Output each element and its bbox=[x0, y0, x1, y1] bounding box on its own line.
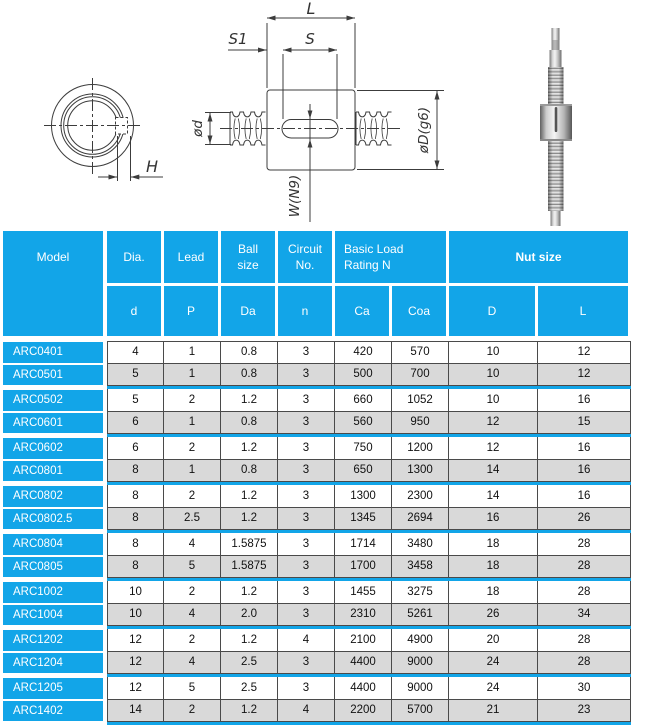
spec-cell: 0.8 bbox=[221, 341, 278, 364]
subheader-da bbox=[221, 286, 278, 336]
spec-cell: 2 bbox=[164, 485, 221, 508]
spec-cell: 18 bbox=[449, 581, 538, 604]
spec-cell: 1 bbox=[164, 412, 221, 435]
spec-cell: 3 bbox=[278, 533, 335, 556]
subheader-ca bbox=[335, 286, 392, 336]
spec-cell: 30 bbox=[538, 677, 631, 700]
spec-cell: 1700 bbox=[335, 556, 392, 579]
subheader-ca-label: Ca bbox=[354, 303, 370, 318]
spec-cell: 6 bbox=[107, 437, 164, 460]
photo-keyway-slot bbox=[555, 107, 558, 132]
spec-cell: 20 bbox=[449, 629, 538, 652]
spec-cell: 3 bbox=[278, 556, 335, 579]
spec-cell: 3 bbox=[278, 581, 335, 604]
nut-side-view bbox=[190, 0, 444, 222]
model-cell: ARC0401 bbox=[3, 342, 103, 363]
spec-cell: 1300 bbox=[392, 460, 449, 483]
spec-cell: 1.2 bbox=[221, 508, 278, 531]
spec-cell: 3 bbox=[278, 341, 335, 364]
spec-cell: 3 bbox=[278, 508, 335, 531]
spec-cell: 1.2 bbox=[221, 581, 278, 604]
spec-cell: 1714 bbox=[335, 533, 392, 556]
spec-cell: 4 bbox=[164, 652, 221, 675]
model-cell: ARC1002 bbox=[3, 582, 103, 603]
spec-cell: 15 bbox=[538, 412, 631, 435]
spec-cell: 24 bbox=[449, 652, 538, 675]
spec-cell: 23 bbox=[538, 700, 631, 723]
spec-cell: 0.8 bbox=[221, 412, 278, 435]
spec-cell: 16 bbox=[538, 460, 631, 483]
model-cell: ARC1004 bbox=[3, 605, 103, 626]
spec-cell: 660 bbox=[335, 389, 392, 412]
spec-cell: 2300 bbox=[392, 485, 449, 508]
model-cell: ARC0802 bbox=[3, 486, 103, 507]
spec-cell: 12 bbox=[107, 652, 164, 675]
spec-cell: 16 bbox=[538, 437, 631, 460]
subheader-nut-l bbox=[538, 286, 631, 336]
spec-cell: 2 bbox=[164, 389, 221, 412]
header-lead-label: Lead bbox=[177, 249, 205, 264]
spec-cell: 12 bbox=[538, 341, 631, 364]
spec-cell: 4 bbox=[107, 341, 164, 364]
spec-cell: 5 bbox=[164, 556, 221, 579]
spec-cell: 4 bbox=[278, 629, 335, 652]
dim-label-s1: S1 bbox=[228, 30, 248, 48]
spec-cell: 2310 bbox=[335, 604, 392, 627]
spec-cell: 21 bbox=[449, 700, 538, 723]
spec-cell: 500 bbox=[335, 364, 392, 387]
spec-cell: 8 bbox=[107, 533, 164, 556]
subheader-n bbox=[278, 286, 335, 336]
spec-cell: 2 bbox=[164, 700, 221, 723]
spec-cell: 3 bbox=[278, 604, 335, 627]
spec-cell: 5 bbox=[107, 364, 164, 387]
spec-cell: 24 bbox=[449, 677, 538, 700]
header-model bbox=[3, 231, 103, 336]
header-model-label: Model bbox=[36, 250, 70, 264]
spec-cell: 3480 bbox=[392, 533, 449, 556]
spec-table-body bbox=[3, 341, 631, 725]
spec-cell: 16 bbox=[538, 389, 631, 412]
header-basic-load bbox=[335, 231, 449, 283]
spec-cell: 12 bbox=[449, 437, 538, 460]
dim-label-screw-dia: ød bbox=[190, 120, 206, 137]
dim-label-h: H bbox=[145, 157, 159, 176]
spec-cell: 4400 bbox=[335, 677, 392, 700]
spec-cell: 4400 bbox=[335, 652, 392, 675]
subheader-n-label: n bbox=[301, 303, 309, 318]
spec-cell: 1.2 bbox=[221, 437, 278, 460]
spec-cell: 4 bbox=[278, 700, 335, 723]
spec-cell: 650 bbox=[335, 460, 392, 483]
spec-cell: 9000 bbox=[392, 677, 449, 700]
spec-cell: 3275 bbox=[392, 581, 449, 604]
header-nut-size-label: Nut size bbox=[515, 249, 562, 264]
spec-cell: 28 bbox=[538, 556, 631, 579]
spec-cell: 3 bbox=[278, 677, 335, 700]
spec-cell: 1.5875 bbox=[221, 556, 278, 579]
spec-cell: 26 bbox=[538, 508, 631, 531]
spec-cell: 1200 bbox=[392, 437, 449, 460]
spec-cell: 10 bbox=[107, 604, 164, 627]
spec-cell: 1052 bbox=[392, 389, 449, 412]
header-ball-size bbox=[221, 231, 278, 283]
header-circuit-line1: Circuit bbox=[287, 241, 322, 256]
spec-cell: 1345 bbox=[335, 508, 392, 531]
spec-cell: 5261 bbox=[392, 604, 449, 627]
spec-cell: 34 bbox=[538, 604, 631, 627]
spec-cell: 1300 bbox=[335, 485, 392, 508]
spec-cell: 18 bbox=[449, 556, 538, 579]
spec-cell: 14 bbox=[449, 460, 538, 483]
dim-label-nut-dia: øD(g6) bbox=[416, 106, 432, 154]
header-ball-size-line2: size bbox=[237, 258, 259, 272]
header-ball-size-line1: Ball bbox=[237, 241, 258, 256]
spec-cell: 2.0 bbox=[221, 604, 278, 627]
spec-cell: 560 bbox=[335, 412, 392, 435]
spec-cell: 2 bbox=[164, 437, 221, 460]
spec-cell: 3 bbox=[278, 437, 335, 460]
dim-label-keyway-width: W(N9) bbox=[287, 174, 303, 218]
spec-cell: 420 bbox=[335, 341, 392, 364]
header-basic-load-line1: Basic Load bbox=[344, 241, 404, 256]
subheader-nut-l-label: L bbox=[579, 303, 587, 318]
spec-cell: 9000 bbox=[392, 652, 449, 675]
spec-cell: 1 bbox=[164, 341, 221, 364]
spec-cell: 1.2 bbox=[221, 629, 278, 652]
spec-cell: 16 bbox=[538, 485, 631, 508]
spec-cell: 4 bbox=[164, 604, 221, 627]
spec-cell: 2.5 bbox=[221, 677, 278, 700]
spec-cell: 1.2 bbox=[221, 389, 278, 412]
spec-cell: 10 bbox=[449, 364, 538, 387]
spec-cell: 28 bbox=[538, 533, 631, 556]
spec-cell: 0.8 bbox=[221, 460, 278, 483]
spec-cell: 12 bbox=[107, 677, 164, 700]
spec-cell: 1.5875 bbox=[221, 533, 278, 556]
subheader-d-label: d bbox=[130, 303, 138, 318]
spec-cell: 8 bbox=[107, 508, 164, 531]
spec-cell: 750 bbox=[335, 437, 392, 460]
spec-cell: 28 bbox=[538, 652, 631, 675]
spec-cell: 2.5 bbox=[221, 652, 278, 675]
spec-cell: 2100 bbox=[335, 629, 392, 652]
spec-cell: 5 bbox=[107, 389, 164, 412]
spec-cell: 2200 bbox=[335, 700, 392, 723]
spec-cell: 700 bbox=[392, 364, 449, 387]
subheader-da-label: Da bbox=[240, 303, 256, 318]
dim-label-l: L bbox=[306, 0, 316, 18]
spec-cell: 4900 bbox=[392, 629, 449, 652]
model-cell: ARC0602 bbox=[3, 438, 103, 459]
spec-cell: 570 bbox=[392, 341, 449, 364]
spec-cell: 8 bbox=[107, 460, 164, 483]
spec-cell: 14 bbox=[449, 485, 538, 508]
model-cell: ARC0501 bbox=[3, 365, 103, 386]
spec-cell: 12 bbox=[449, 412, 538, 435]
dim-label-s: S bbox=[305, 30, 315, 48]
model-cell: ARC1205 bbox=[3, 678, 103, 699]
subheader-nut-d-label: D bbox=[487, 303, 497, 318]
model-cell: ARC1202 bbox=[3, 630, 103, 651]
spec-cell: 3 bbox=[278, 412, 335, 435]
spec-cell: 12 bbox=[107, 629, 164, 652]
model-cell: ARC0801 bbox=[3, 461, 103, 482]
header-lead bbox=[164, 231, 221, 283]
subheader-p-label: P bbox=[186, 303, 195, 318]
spec-cell: 3 bbox=[278, 460, 335, 483]
nut-front-view bbox=[44, 78, 163, 181]
spec-cell: 2694 bbox=[392, 508, 449, 531]
spec-cell: 10 bbox=[449, 341, 538, 364]
drawing-area bbox=[0, 0, 648, 231]
model-cell: ARC0804 bbox=[3, 534, 103, 555]
subheader-coa bbox=[392, 286, 449, 336]
spec-cell: 2.5 bbox=[164, 508, 221, 531]
technical-drawing bbox=[0, 0, 648, 231]
model-cell: ARC1402 bbox=[3, 701, 103, 722]
spec-cell: 0.8 bbox=[221, 364, 278, 387]
header-nut-size bbox=[449, 231, 631, 283]
spec-cell: 3 bbox=[278, 389, 335, 412]
spec-cell: 3 bbox=[278, 364, 335, 387]
spec-cell: 1.2 bbox=[221, 485, 278, 508]
model-cell: ARC0601 bbox=[3, 413, 103, 434]
spec-cell: 28 bbox=[538, 581, 631, 604]
spec-cell: 10 bbox=[449, 389, 538, 412]
model-cell: ARC0502 bbox=[3, 390, 103, 411]
row-separator bbox=[107, 722, 631, 725]
model-cell: ARC0802.5 bbox=[3, 509, 103, 530]
spec-cell: 1 bbox=[164, 460, 221, 483]
spec-cell: 1.2 bbox=[221, 700, 278, 723]
header-basic-load-line2: Rating N bbox=[344, 258, 391, 272]
spec-cell: 8 bbox=[107, 485, 164, 508]
header-circuit-line2: No. bbox=[295, 258, 315, 272]
spec-cell: 2 bbox=[164, 629, 221, 652]
spec-cell: 8 bbox=[107, 556, 164, 579]
subheader-coa-label: Coa bbox=[407, 303, 430, 318]
spec-cell: 950 bbox=[392, 412, 449, 435]
header-dia-label: Dia. bbox=[123, 249, 145, 264]
spec-cell: 14 bbox=[107, 700, 164, 723]
spec-cell: 26 bbox=[449, 604, 538, 627]
subheader-d bbox=[107, 286, 164, 336]
spec-cell: 4 bbox=[164, 533, 221, 556]
spec-cell: 3 bbox=[278, 485, 335, 508]
spec-cell: 16 bbox=[449, 508, 538, 531]
spec-cell: 5700 bbox=[392, 700, 449, 723]
product-photo bbox=[540, 28, 572, 226]
spec-cell: 28 bbox=[538, 629, 631, 652]
model-cell: ARC0805 bbox=[3, 557, 103, 578]
spec-cell: 1 bbox=[164, 364, 221, 387]
spec-cell: 5 bbox=[164, 677, 221, 700]
spec-cell: 18 bbox=[449, 533, 538, 556]
spec-cell: 6 bbox=[107, 412, 164, 435]
subheader-p bbox=[164, 286, 221, 336]
spec-cell: 3458 bbox=[392, 556, 449, 579]
header-dia bbox=[107, 231, 164, 283]
header-circuit-no bbox=[278, 231, 335, 283]
spec-cell: 10 bbox=[107, 581, 164, 604]
spec-cell: 1455 bbox=[335, 581, 392, 604]
subheader-nut-d bbox=[449, 286, 538, 336]
spec-cell: 3 bbox=[278, 652, 335, 675]
spec-cell: 2 bbox=[164, 581, 221, 604]
spec-cell: 12 bbox=[538, 364, 631, 387]
spec-table-header bbox=[3, 231, 631, 336]
model-cell: ARC1204 bbox=[3, 653, 103, 674]
